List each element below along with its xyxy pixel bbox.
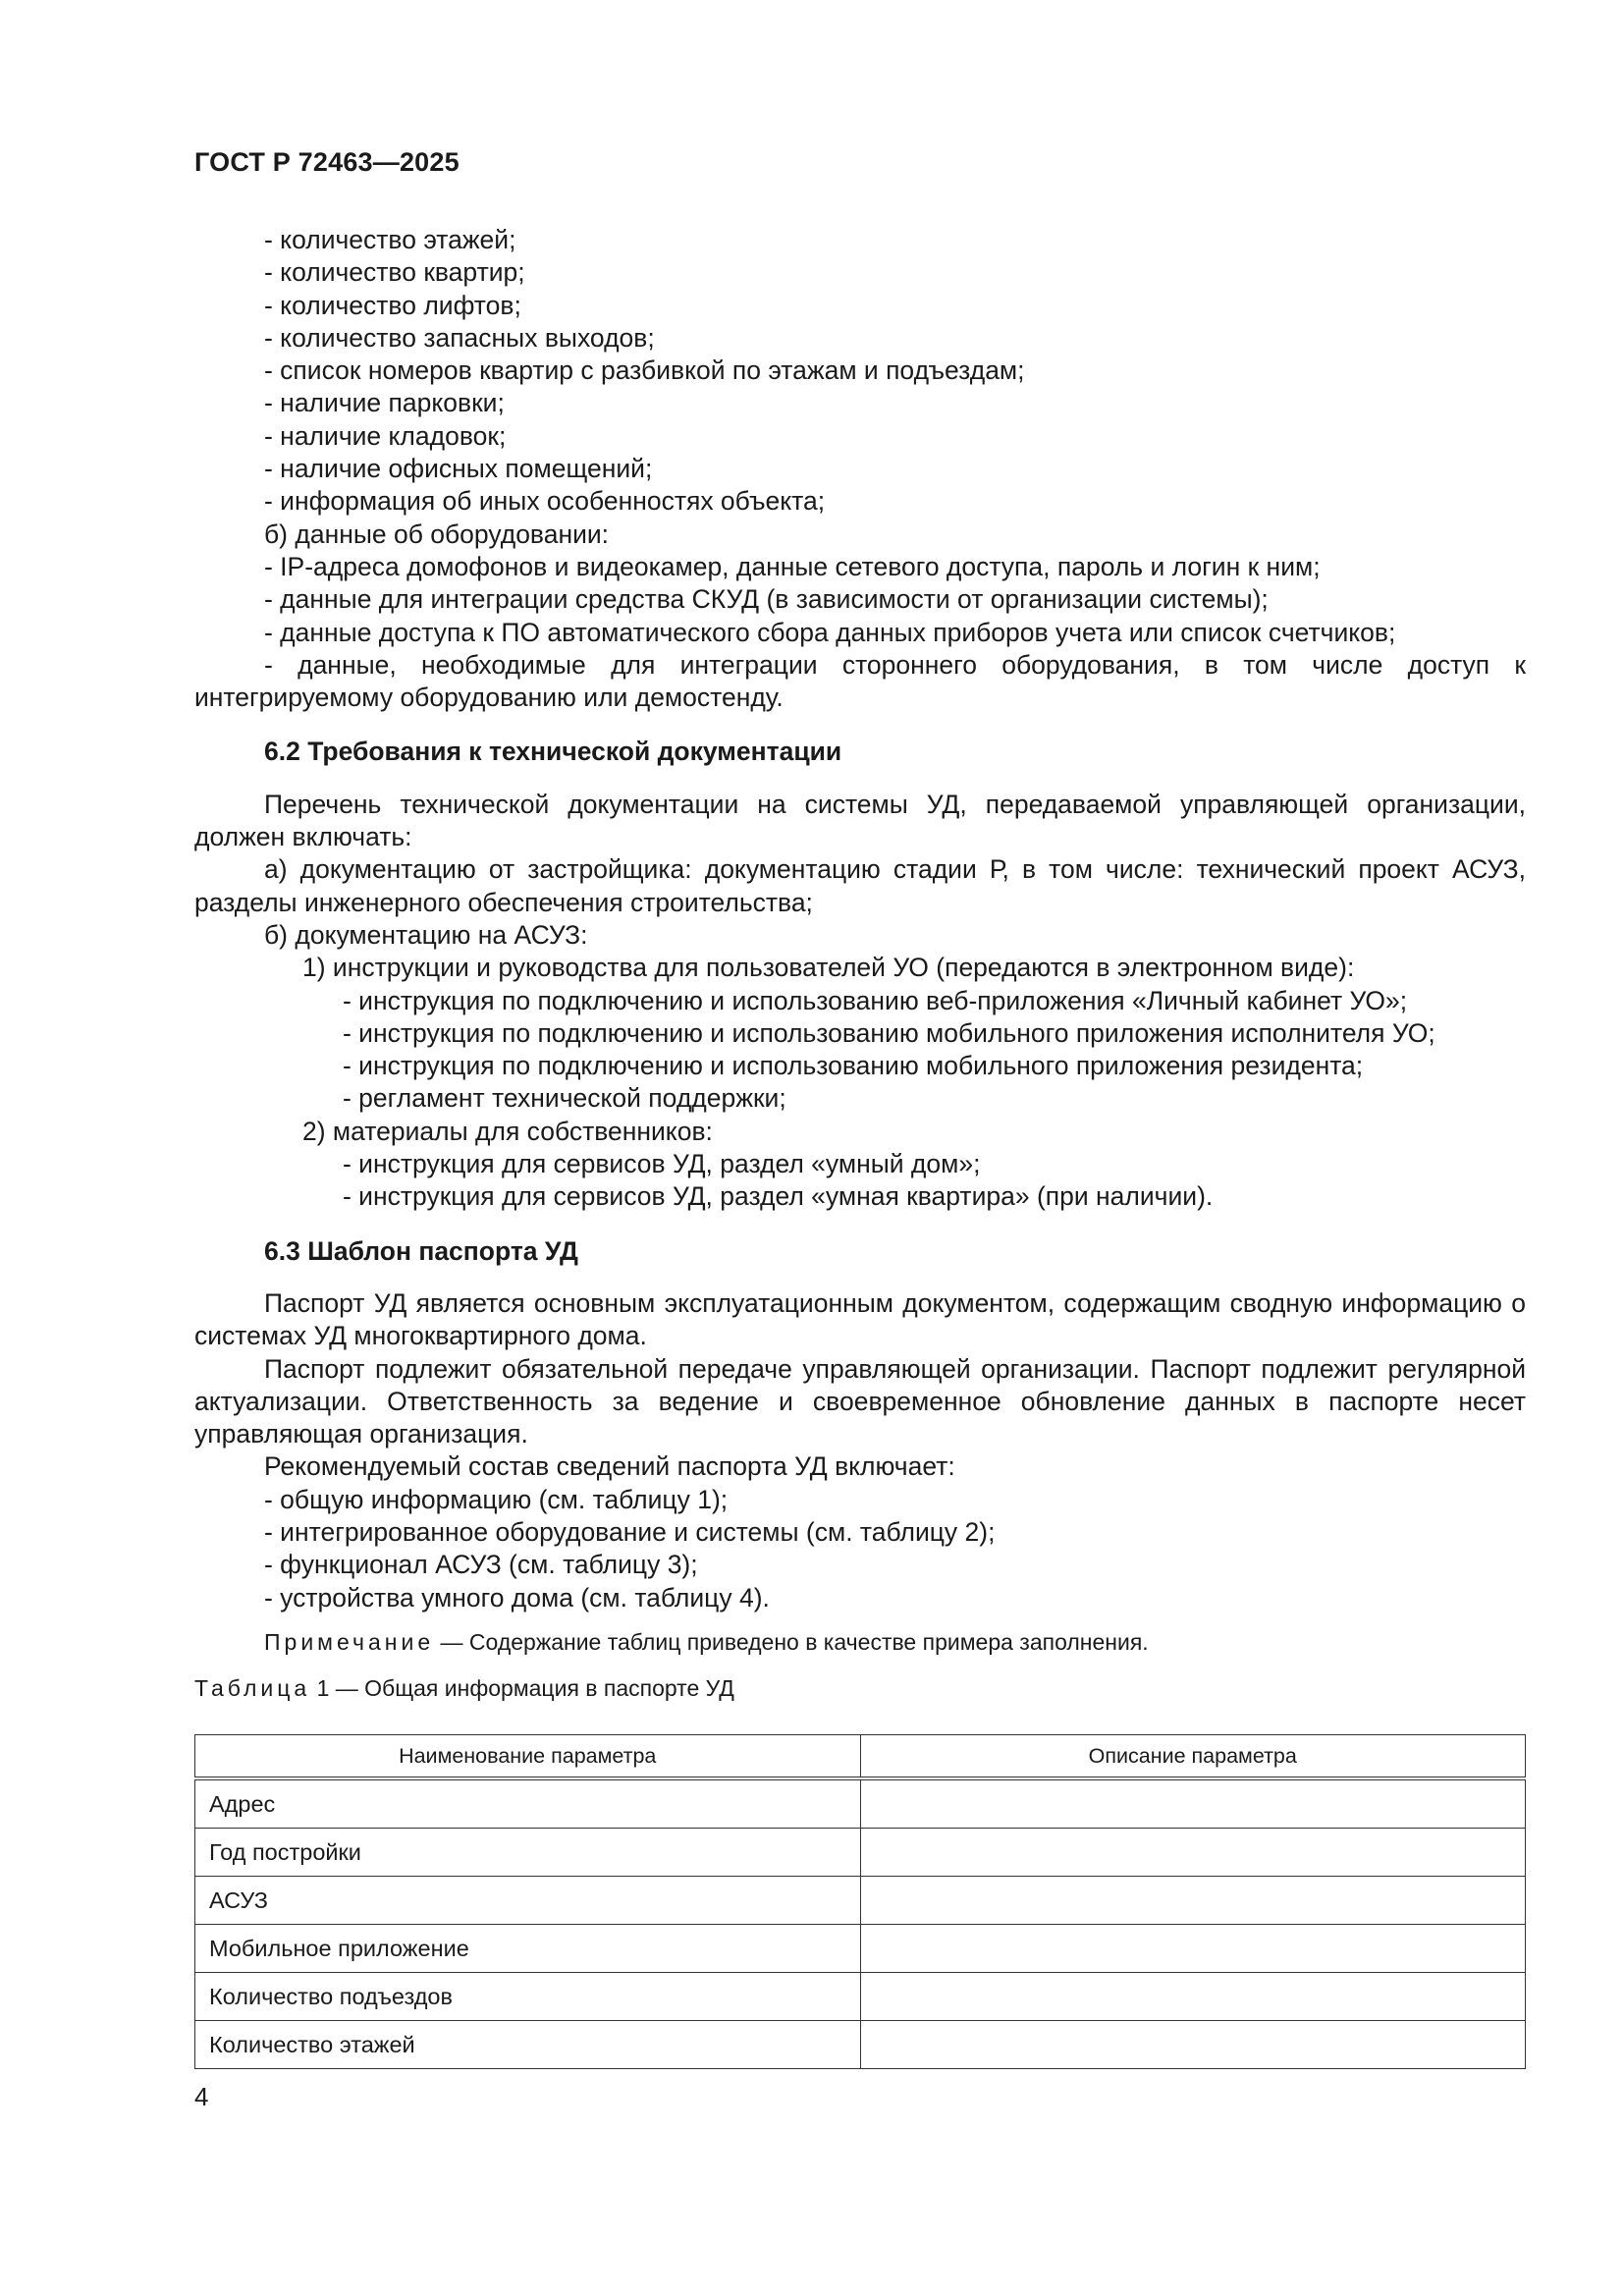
list-item: - регламент технической поддержки;: [343, 1083, 786, 1114]
paragraph: Паспорт УД является основным эксплуатационным документом, содержащим сводную информацию о системах УД многоквартирного дома.: [194, 1287, 1526, 1351]
list-item: - инструкция по подключению и использованию мобильного приложения исполнителя УО;: [343, 1017, 1435, 1048]
table-label: Таблица: [194, 1675, 311, 1702]
note: [194, 1626, 1526, 1659]
note-text: — Содержание таблиц приведено в качестве примера заполнения.: [434, 1628, 1149, 1655]
table-row: [195, 2021, 1526, 2069]
table-header-row: [195, 1735, 1526, 1779]
table-row: [195, 1973, 1526, 2021]
list-item: - количество этажей;: [264, 225, 516, 254]
table-cell-name: Год постройки: [195, 1829, 861, 1877]
list-item: - общую информацию (см. таблицу 1);: [264, 1484, 729, 1514]
list-item: - список номеров квартир с разбивкой по этажам и подъездам;: [264, 355, 1025, 386]
table-cell-description: [860, 1877, 1526, 1925]
page-number: 4: [194, 2082, 209, 2111]
passport-info-table: [194, 1734, 1526, 2069]
list-item: - интегрированное оборудование и системы (см. таблицу 2);: [264, 1516, 996, 1547]
list-item-a: а) документацию от застройщика: документацию стадии Р, в том числе: технический проект АСУЗ, разделы инженерного обеспечения строительства;: [194, 854, 1526, 917]
sub-list-item-2: 2) материалы для собственников:: [302, 1116, 713, 1146]
table-cell-name: Количество этажей: [195, 2021, 861, 2069]
list-item: - данные доступа к ПО автоматического сбора данных приборов учета или список счетчиков;: [264, 617, 1396, 647]
table-cell-name: Количество подъездов: [195, 1973, 861, 2021]
list-item-b: б) документацию на АСУЗ:: [264, 919, 588, 950]
section-heading-6-2: 6.2 Требования к технической документации: [264, 737, 842, 767]
list-item: - инструкция для сервисов УД, раздел «умный дом»;: [343, 1149, 981, 1179]
table-row: [195, 1829, 1526, 1877]
table-cell-name: Мобильное приложение: [195, 1925, 861, 1973]
list-item: - данные для интеграции средства СКУД (в зависимости от организации системы);: [264, 584, 1269, 615]
list-item: - количество квартир;: [264, 257, 525, 288]
table-cell-description: [860, 1778, 1526, 1829]
table-cell-name: Адрес: [195, 1778, 861, 1829]
paragraph: Рекомендуемый состав сведений паспорта УД включает:: [264, 1451, 955, 1482]
list-item: - инструкция по подключению и использованию веб-приложения «Личный кабинет УО»;: [343, 985, 1408, 1015]
list-item: - информация об иных особенностях объекта;: [264, 486, 826, 517]
list-item: - наличие кладовок;: [264, 420, 507, 451]
table-caption-text: 1 — Общая информация в паспорте УД: [310, 1675, 734, 1702]
section-heading-6-3: 6.3 Шаблон паспорта УД: [264, 1235, 578, 1266]
list-item: - инструкция для сервисов УД, раздел «умная квартира» (при наличии).: [343, 1181, 1214, 1212]
list-item: - функционал АСУЗ (см. таблицу 3);: [264, 1550, 698, 1580]
list-item: - наличие офисных помещений;: [264, 454, 653, 484]
list-item: - устройства умного дома (см. таблицу 4).: [264, 1582, 770, 1613]
paragraph: Перечень технической документации на системы УД, передаваемой управляющей организации, должен включать:: [194, 789, 1526, 852]
table-cell-description: [860, 2021, 1526, 2069]
table-row: [195, 1877, 1526, 1925]
document-body: [194, 224, 1526, 1705]
table-caption: [194, 1672, 1526, 1705]
paragraph: Паспорт подлежит обязательной передаче управляющей организации. Паспорт подлежит регулярной актуализации. Ответственность за ведение и своевременное обновление данных в паспорте несет управляющая организация.: [194, 1353, 1526, 1449]
note-label: Примечание: [264, 1628, 435, 1655]
list-item: - наличие парковки;: [264, 388, 505, 418]
column-header-name: Наименование параметра: [195, 1735, 861, 1779]
list-item-b: б) данные об оборудовании:: [264, 519, 610, 549]
document-header: ГОСТ Р 72463—2025: [194, 147, 460, 177]
list-item: - данные, необходимые для интеграции стороннего оборудования, в том числе доступ к интегрируемому оборудованию или демостенду.: [194, 649, 1526, 713]
list-item: - IP-адреса домофонов и видеокамер, данные сетевого доступа, пароль и логин к ним;: [264, 551, 1321, 581]
table-row: [195, 1778, 1526, 1829]
sub-list-item-1: 1) инструкции и руководства для пользователей УО (передаются в электронном виде):: [302, 953, 1355, 983]
table-cell-name: АСУЗ: [195, 1877, 861, 1925]
list-item: - инструкция по подключению и использованию мобильного приложения резидента;: [343, 1051, 1364, 1081]
table-row: [195, 1925, 1526, 1973]
table-cell-description: [860, 1973, 1526, 2021]
table-cell-description: [860, 1829, 1526, 1877]
list-item: - количество лифтов;: [264, 290, 521, 320]
table-cell-description: [860, 1925, 1526, 1973]
list-item: - количество запасных выходов;: [264, 322, 655, 353]
column-header-description: Описание параметра: [860, 1735, 1526, 1779]
